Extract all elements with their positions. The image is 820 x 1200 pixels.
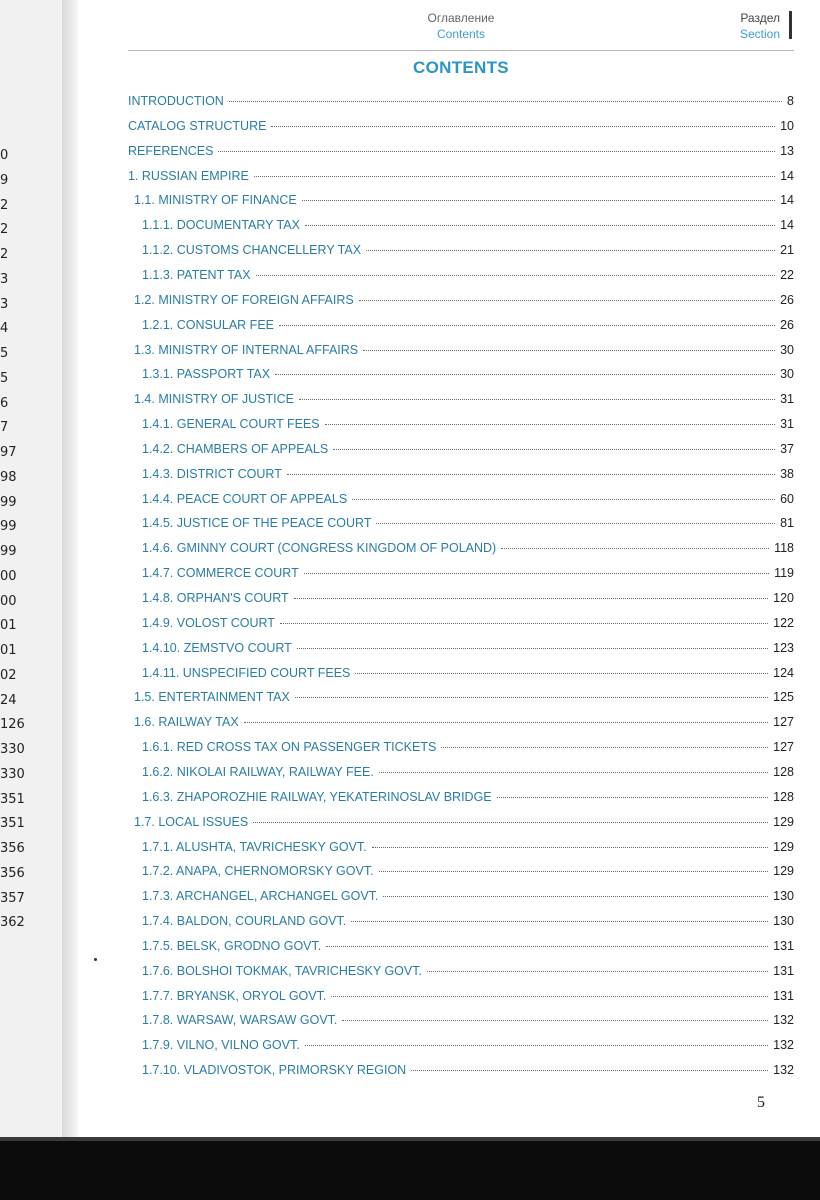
toc-entry-title: 1.7.5. BELSK, GRODNO GOVT.: [142, 938, 322, 953]
facing-page-number: 97: [0, 445, 17, 460]
toc-entry[interactable]: [142, 492, 794, 512]
toc-entry[interactable]: [134, 293, 794, 313]
toc-entry-title: 1.4.9. VOLOST COURT: [142, 615, 275, 630]
toc-entry-title: 1.4.6. GMINNY COURT (CONGRESS KINGDOM OF POLAND): [142, 541, 497, 556]
toc-entry-page: 129: [773, 864, 794, 879]
toc-entry-title: 1.7.4. BALDON, COURLAND GOVT.: [142, 914, 347, 929]
dot-leader: [333, 448, 775, 450]
toc-entry-title: 1.4.3. DISTRICT COURT: [142, 466, 282, 481]
toc-entry[interactable]: [142, 591, 794, 611]
dot-leader: [501, 547, 769, 549]
toc-entry-title: 1.7.3. ARCHANGEL, ARCHANGEL GOVT.: [142, 889, 379, 904]
facing-page-number: 357: [0, 890, 25, 906]
facing-page-number: 5: [0, 346, 9, 361]
toc-entry-title: 1.7.1. ALUSHTA, TAVRICHESKY GOVT.: [142, 839, 367, 854]
facing-page-number: 356: [0, 841, 25, 856]
dot-leader: [366, 249, 775, 251]
toc-entry-title: CATALOG STRUCTURE: [128, 118, 267, 133]
dot-leader: [497, 796, 769, 798]
toc-entry-title: 1.4.10. ZEMSTVO COURT: [142, 640, 292, 655]
toc-entry[interactable]: [142, 268, 794, 288]
toc-entry-page: 118: [774, 541, 794, 556]
toc-entry[interactable]: [128, 119, 794, 139]
toc-entry-title: 1.7.6. BOLSHOI TOKMAK, TAVRICHESKY GOVT.: [142, 963, 422, 978]
toc-entry[interactable]: [142, 641, 794, 661]
dot-leader: [299, 398, 775, 400]
toc-entry-page: 30: [780, 367, 794, 382]
facing-page-number: 362: [0, 915, 25, 931]
facing-page-number: 2: [0, 197, 9, 213]
toc-entry[interactable]: [128, 144, 794, 164]
toc-entry[interactable]: [142, 765, 794, 785]
header-rule: [128, 50, 794, 51]
dot-leader: [271, 125, 775, 127]
facing-page-number: 4: [0, 321, 9, 337]
toc-entry-page: 37: [780, 441, 794, 456]
facing-page-number: 99: [0, 494, 17, 510]
dot-leader: [244, 721, 768, 723]
facing-page-number: 7: [0, 420, 9, 436]
toc-entry-page: 123: [773, 640, 794, 655]
facing-page-number: 356: [0, 865, 25, 881]
toc-entry-title: 1.4.7. COMMERCE COURT: [142, 566, 299, 581]
facing-page-number: 6: [0, 395, 9, 411]
facing-page-number: 330: [0, 742, 25, 757]
header-section-en: Section: [739, 27, 780, 41]
dot-leader: [351, 920, 768, 922]
header-contents-ru: Оглавление: [427, 11, 495, 25]
toc-entry-page: 14: [780, 218, 794, 233]
toc-entry-title: 1.4.2. CHAMBERS OF APPEALS: [142, 441, 329, 456]
toc-entry[interactable]: [142, 989, 794, 1009]
toc-entry[interactable]: [142, 939, 794, 959]
toc-entry-page: 14: [780, 168, 794, 183]
toc-entry[interactable]: [142, 616, 794, 636]
facing-page-number: 5: [0, 370, 9, 386]
page-number: 5: [757, 1094, 765, 1111]
dot-leader: [411, 1069, 768, 1071]
dot-leader: [304, 572, 769, 574]
toc-entry[interactable]: [142, 864, 794, 884]
toc-entry-page: 14: [780, 193, 794, 208]
toc-entry[interactable]: [142, 740, 794, 760]
toc-entry-title: 1.4.11. UNSPECIFIED COURT FEES: [142, 665, 351, 680]
toc-entry-title: 1.1.1. DOCUMENTARY TAX: [142, 218, 300, 233]
section-marker-bar: [789, 11, 792, 39]
facing-page-number: 3: [0, 271, 9, 287]
facing-page-number: 24: [0, 692, 17, 708]
dot-leader: [218, 150, 775, 152]
toc-entry[interactable]: [134, 690, 794, 710]
toc-entry-page: 124: [773, 665, 794, 680]
dot-leader: [326, 945, 768, 947]
dot-leader: [427, 970, 768, 972]
toc-entry-title: 1.7.2. ANAPA, CHERNOMORSKY GOVT.: [142, 864, 374, 879]
facing-page-number: 351: [0, 816, 25, 832]
toc-entry-page: 127: [773, 715, 794, 730]
toc-entry-title: 1.2.1. CONSULAR FEE: [142, 317, 274, 332]
dot-leader: [302, 199, 775, 201]
toc-entry[interactable]: [134, 815, 794, 835]
header-section-ru: Раздел: [740, 11, 780, 25]
toc-entry[interactable]: [142, 964, 794, 984]
dot-leader: [376, 522, 775, 524]
toc-entry[interactable]: [142, 367, 794, 387]
toc-entry-page: 128: [773, 789, 794, 804]
facing-page-number: 0: [0, 148, 9, 163]
dot-leader: [279, 324, 775, 326]
dot-leader: [383, 895, 768, 897]
toc-entry[interactable]: [134, 392, 794, 412]
dot-leader: [229, 100, 782, 102]
dot-leader: [305, 1044, 768, 1046]
dot-leader: [305, 224, 775, 226]
dot-leader: [253, 821, 768, 823]
toc-entry-page: 38: [780, 466, 794, 481]
facing-page-number: 126: [0, 717, 25, 733]
dot-leader: [355, 672, 768, 674]
toc-entry-page: 60: [780, 491, 794, 506]
dot-leader: [325, 423, 775, 425]
toc-entry-title: REFERENCES: [128, 143, 214, 158]
toc-entry[interactable]: [142, 218, 794, 238]
running-header-section: [740, 10, 780, 42]
toc-entry-page: 31: [780, 392, 794, 407]
header-contents-en: Contents: [436, 27, 486, 41]
dot-leader: [287, 473, 775, 475]
toc-entry[interactable]: [142, 467, 794, 487]
dot-leader: [331, 995, 768, 997]
dot-leader: [280, 622, 768, 624]
dot-leader: [297, 647, 768, 649]
dot-leader: [363, 349, 775, 351]
toc-entry-page: 8: [787, 94, 794, 108]
toc-entry-title: 1.1.2. CUSTOMS CHANCELLERY TAX: [142, 243, 362, 258]
facing-page-number: 01: [0, 643, 17, 658]
toc-entry-page: 127: [773, 740, 794, 755]
dot-leader: [352, 498, 775, 500]
toc-entry-page: 125: [773, 690, 794, 705]
toc-entry-title: 1.5. ENTERTAINMENT TAX: [134, 690, 290, 705]
toc-entry-page: 131: [773, 988, 794, 1003]
toc-entry[interactable]: [134, 193, 794, 213]
toc-entry-page: 131: [773, 963, 794, 978]
toc-entry-page: 13: [780, 143, 794, 158]
facing-page-number: 02: [0, 667, 17, 683]
toc-entry[interactable]: [142, 516, 794, 536]
running-header-contents: [420, 10, 502, 42]
book-gutter: [62, 0, 78, 1137]
dot-leader: [294, 597, 769, 599]
toc-entry-page: 129: [773, 814, 794, 829]
toc-entry-title: 1.7.7. BRYANSK, ORYOL GOVT.: [142, 988, 327, 1003]
toc-entry-title: 1.7.10. VLADIVOSTOK, PRIMORSKY REGION: [142, 1063, 407, 1078]
scan-background: [0, 1137, 820, 1200]
toc-entry[interactable]: [142, 840, 794, 860]
facing-page-number: 2: [0, 222, 9, 238]
toc-entry-page: 81: [780, 516, 794, 531]
toc-entry-page: 120: [773, 591, 794, 605]
dot-leader: [359, 299, 775, 301]
toc-entry[interactable]: [142, 1063, 794, 1083]
toc-entry-page: 130: [773, 889, 794, 904]
toc-entry[interactable]: [142, 417, 794, 437]
toc-entry[interactable]: [142, 1013, 794, 1033]
toc-entry-title: 1.4.4. PEACE COURT OF APPEALS: [142, 491, 348, 506]
dot-leader: [379, 771, 768, 773]
toc-entry-page: 129: [773, 839, 794, 854]
toc-entry-title: 1.6.3. ZHAPOROZHIE RAILWAY, YEKATERINOSLAV BRIDGE: [142, 789, 492, 804]
toc-entry-title: 1.2. MINISTRY OF FOREIGN AFFAIRS: [134, 292, 354, 307]
facing-page-number: 330: [0, 766, 25, 782]
toc-entry[interactable]: [142, 243, 794, 263]
facing-page-number: 351: [0, 791, 25, 807]
toc-entry[interactable]: [142, 318, 794, 338]
dot-leader: [275, 373, 775, 375]
toc-entry-title: 1.1. MINISTRY OF FINANCE: [134, 193, 297, 208]
toc-entry-page: 10: [780, 118, 794, 133]
toc-entry-page: 119: [774, 566, 794, 581]
toc-entry-title: 1.3. MINISTRY OF INTERNAL AFFAIRS: [134, 342, 359, 357]
dot-leader: [379, 870, 769, 872]
toc-entry-title: 1.6.2. NIKOLAI RAILWAY, RAILWAY FEE.: [142, 764, 374, 779]
toc-entry[interactable]: [142, 1038, 794, 1058]
toc-entry-title: 1.1.3. PATENT TAX: [142, 267, 251, 282]
ink-dot: [94, 958, 97, 961]
toc-entry-page: 132: [773, 1038, 794, 1053]
dot-leader: [295, 696, 768, 698]
toc-entry-page: 26: [780, 317, 794, 332]
toc-entry-title: 1.4.1. GENERAL COURT FEES: [142, 417, 320, 432]
toc-entry-title: 1. RUSSIAN EMPIRE: [128, 168, 249, 183]
toc-entry-page: 132: [773, 1013, 794, 1028]
toc-entry-title: 1.7.9. VILNO, VILNO GOVT.: [142, 1038, 300, 1053]
toc-entry-page: 22: [780, 267, 794, 282]
dot-leader: [441, 746, 768, 748]
dot-leader: [256, 274, 775, 276]
toc-entry[interactable]: [128, 94, 794, 114]
toc-entry-page: 132: [773, 1063, 794, 1078]
toc-entry[interactable]: [134, 343, 794, 363]
toc-entry-title: 1.6. RAILWAY TAX: [134, 715, 239, 730]
facing-page-number: 3: [0, 296, 9, 312]
dot-leader: [342, 1019, 768, 1021]
facing-page-number: 00: [0, 593, 17, 609]
toc-entry[interactable]: [142, 914, 794, 934]
facing-page-number: 98: [0, 469, 17, 485]
toc-entry-page: 30: [780, 342, 794, 357]
toc-entry[interactable]: [128, 169, 794, 189]
dot-leader: [372, 846, 769, 848]
facing-page-number: 99: [0, 519, 17, 535]
facing-page-number: 9: [0, 172, 9, 188]
toc-entry-page: 131: [773, 938, 794, 953]
toc-entry-title: 1.4.5. JUSTICE OF THE PEACE COURT: [142, 516, 372, 531]
facing-page-number: 2: [0, 247, 9, 262]
toc-entry[interactable]: [142, 442, 794, 462]
scan-edge: [0, 1137, 820, 1141]
toc-entry-title: 1.7. LOCAL ISSUES: [134, 814, 249, 829]
toc-entry-page: 31: [780, 417, 794, 432]
toc-entry[interactable]: [142, 790, 794, 810]
toc-entry-page: 21: [780, 243, 794, 258]
toc-entry[interactable]: [142, 666, 794, 686]
toc-entry-title: 1.7.8. WARSAW, WARSAW GOVT.: [142, 1013, 338, 1028]
facing-page-number: 00: [0, 568, 17, 584]
toc-entry-title: 1.3.1. PASSPORT TAX: [142, 367, 271, 382]
toc-entry[interactable]: [142, 541, 794, 561]
toc-entry-title: 1.4.8. ORPHAN'S COURT: [142, 591, 289, 605]
dot-leader: [254, 175, 775, 177]
toc-entry-page: 128: [773, 764, 794, 779]
toc-entry[interactable]: [142, 889, 794, 909]
toc-entry-page: 122: [773, 615, 794, 630]
toc-entry-title: INTRODUCTION: [128, 94, 224, 108]
page-title: CONTENTS: [413, 58, 509, 77]
toc-entry-page: 130: [773, 914, 794, 929]
toc-entry-page: 26: [780, 292, 794, 307]
toc-entry[interactable]: [134, 715, 794, 735]
facing-page-number: 99: [0, 544, 17, 559]
toc-entry-title: 1.4. MINISTRY OF JUSTICE: [134, 392, 294, 407]
toc-entry-title: 1.6.1. RED CROSS TAX ON PASSENGER TICKETS: [142, 740, 437, 755]
facing-page-number: 01: [0, 618, 17, 634]
toc-entry[interactable]: [142, 566, 794, 586]
